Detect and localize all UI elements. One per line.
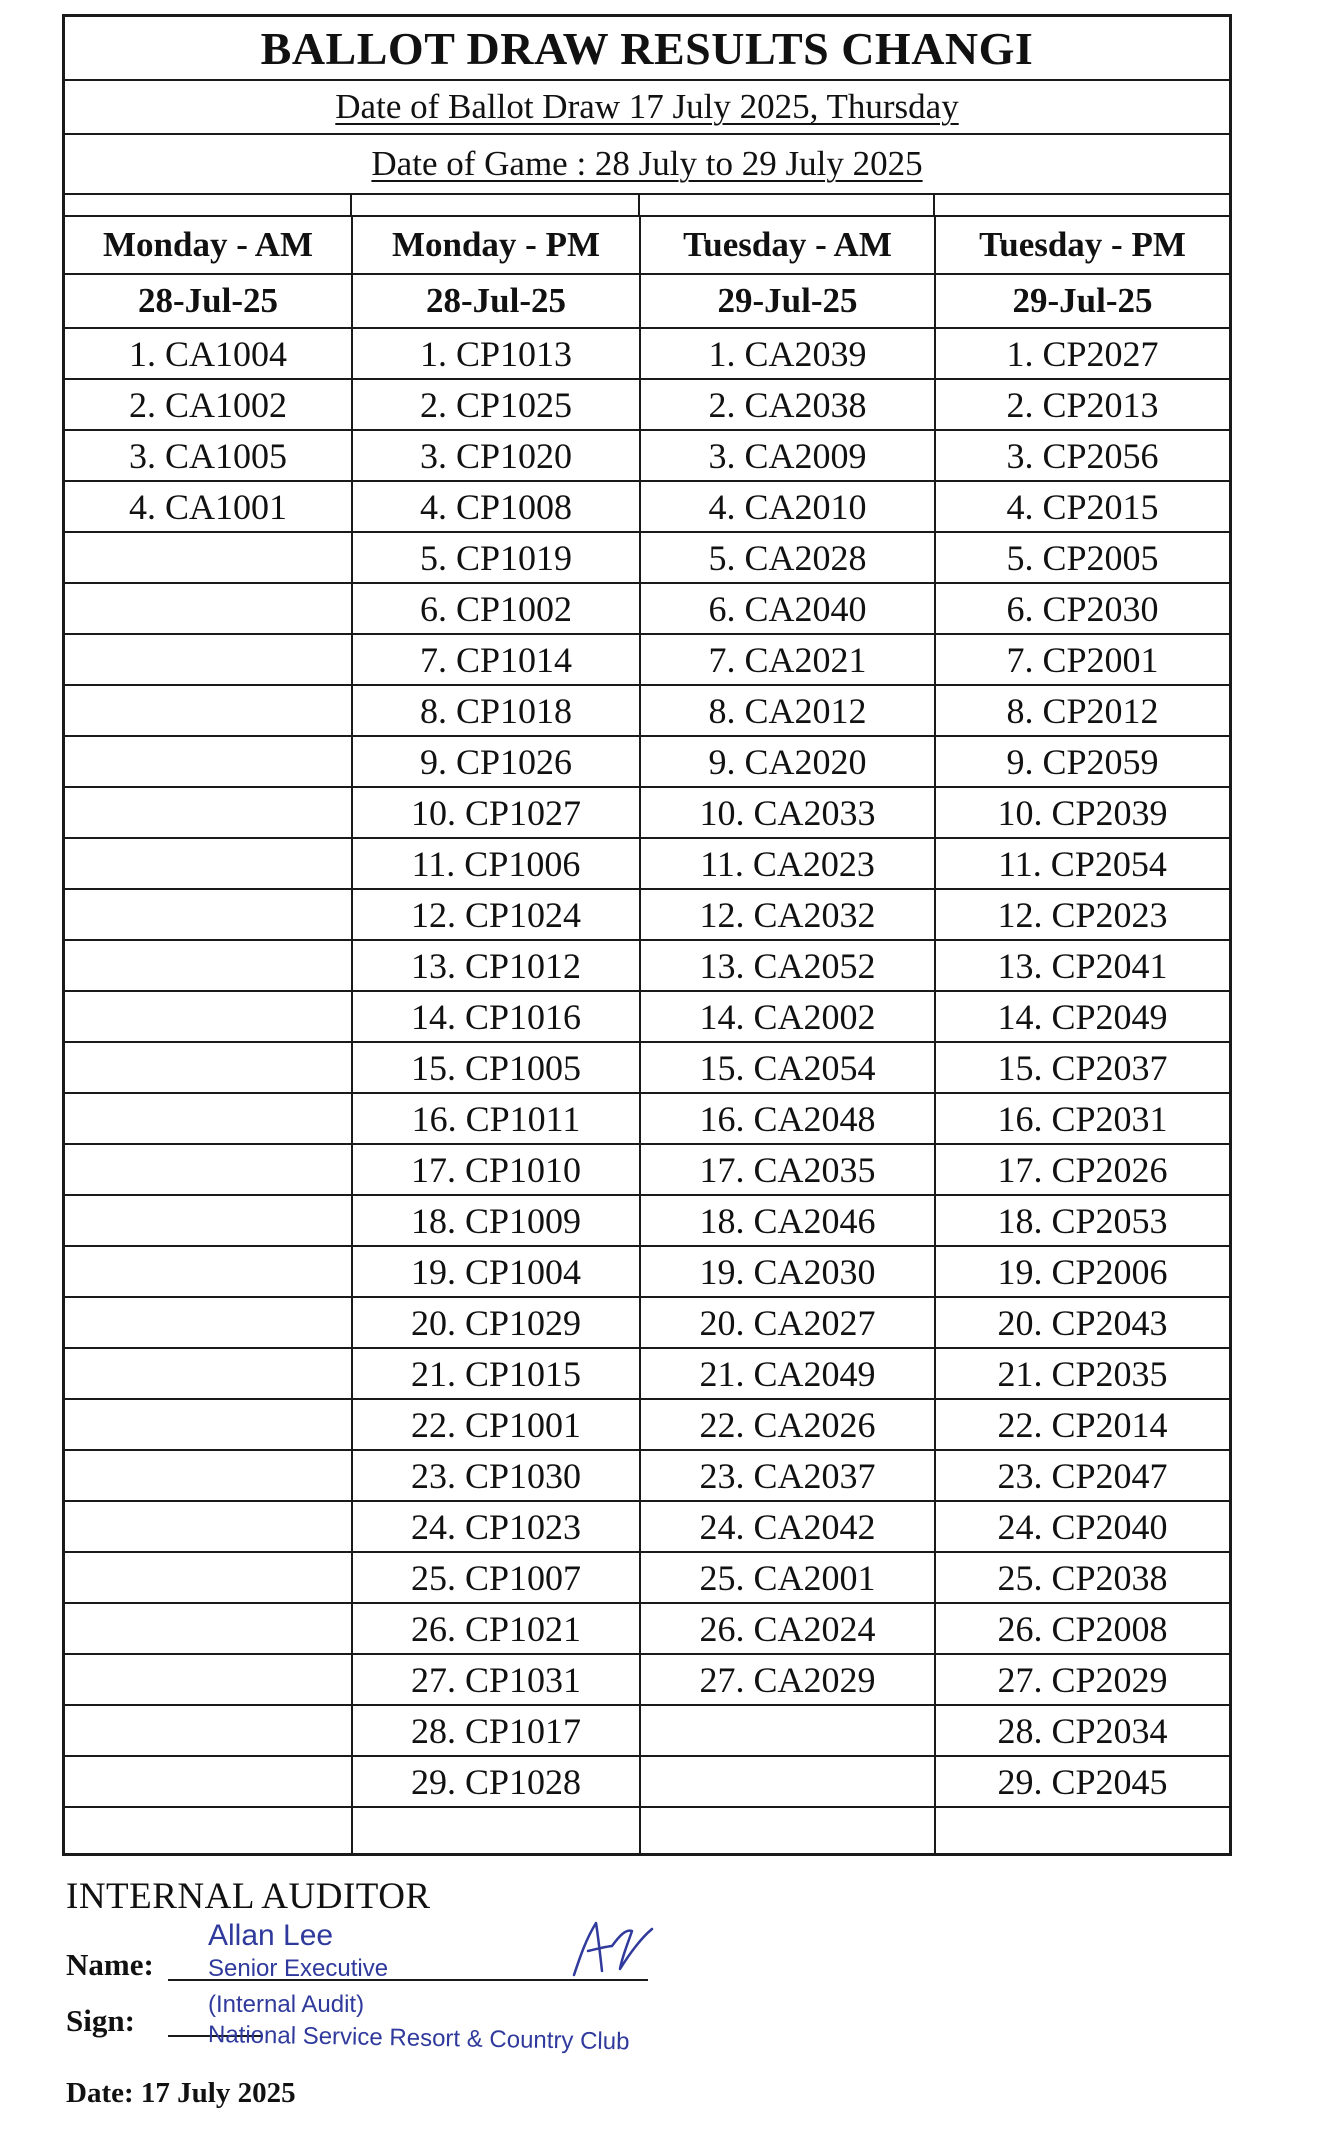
entry-cell	[65, 1144, 352, 1195]
ballot-results-sheet	[62, 14, 1232, 1856]
table-row	[65, 991, 1229, 1042]
session-header: Tuesday - PM	[935, 217, 1229, 274]
entry-cell: 9. CP1026	[352, 736, 640, 787]
entry-cell	[65, 1552, 352, 1603]
entry-cell: 10. CP2039	[935, 787, 1229, 838]
table-row	[65, 1246, 1229, 1297]
session-header: Tuesday - AM	[640, 217, 935, 274]
entry-cell: 14. CP2049	[935, 991, 1229, 1042]
stamp-department: (Internal Audit)	[208, 1991, 365, 2018]
entry-cell: 4. CA2010	[640, 481, 935, 532]
entry-cell: 19. CA2030	[640, 1246, 935, 1297]
entry-cell: 13. CP2041	[935, 940, 1229, 991]
table-row	[65, 940, 1229, 991]
handwritten-signature	[566, 1913, 656, 1983]
entry-cell: 10. CP1027	[352, 787, 640, 838]
ballot-date-row	[65, 81, 1229, 135]
entry-cell: 23. CA2037	[640, 1450, 935, 1501]
entry-cell: 28. CP1017	[352, 1705, 640, 1756]
entry-cell	[65, 1705, 352, 1756]
entry-cell: 8. CP1018	[352, 685, 640, 736]
entry-cell: 23. CP1030	[352, 1450, 640, 1501]
entry-cell: 14. CA2002	[640, 991, 935, 1042]
name-label: Name:	[66, 1947, 154, 1982]
entry-cell	[640, 1756, 935, 1807]
session-header: Monday - AM	[65, 217, 352, 274]
column-spacer-row	[65, 195, 1229, 217]
table-row	[65, 1399, 1229, 1450]
entry-cell: 25. CP1007	[352, 1552, 640, 1603]
entry-cell	[65, 685, 352, 736]
session-date: 29-Jul-25	[640, 274, 935, 328]
table-row	[65, 634, 1229, 685]
entry-cell: 11. CP1006	[352, 838, 640, 889]
entry-cell: 28. CP2034	[935, 1705, 1229, 1756]
table-row	[65, 481, 1229, 532]
table-row	[65, 1093, 1229, 1144]
document-title: BALLOT DRAW RESULTS CHANGI	[260, 22, 1034, 74]
table-row	[65, 1552, 1229, 1603]
session-date: 29-Jul-25	[935, 274, 1229, 328]
entry-cell	[65, 1756, 352, 1807]
session-header-row	[65, 217, 1229, 274]
entry-cell: 6. CP1002	[352, 583, 640, 634]
entry-cell: 27. CP2029	[935, 1654, 1229, 1705]
sign-label: Sign:	[66, 2003, 135, 2038]
entry-cell: 29. CP2045	[935, 1756, 1229, 1807]
table-row	[65, 685, 1229, 736]
entry-cell: 2. CA2038	[640, 379, 935, 430]
entry-cell	[65, 1297, 352, 1348]
entry-cell: 18. CP2053	[935, 1195, 1229, 1246]
entry-cell	[65, 736, 352, 787]
spacer-cell	[640, 195, 935, 215]
entry-cell: 2. CP2013	[935, 379, 1229, 430]
spacer-cell	[935, 195, 1229, 215]
entry-cell	[65, 1501, 352, 1552]
entry-cell: 24. CA2042	[640, 1501, 935, 1552]
entry-cell: 16. CA2048	[640, 1093, 935, 1144]
entry-cell: 12. CP1024	[352, 889, 640, 940]
entry-cell	[65, 1654, 352, 1705]
table-row	[65, 1603, 1229, 1654]
entry-cell: 24. CP1023	[352, 1501, 640, 1552]
table-row	[65, 430, 1229, 481]
game-date-row	[65, 135, 1229, 195]
spacer-cell	[65, 195, 352, 215]
entry-cell: 7. CP2001	[935, 634, 1229, 685]
table-row	[65, 787, 1229, 838]
entry-cell: 15. CA2054	[640, 1042, 935, 1093]
session-header: Monday - PM	[352, 217, 640, 274]
entry-cell: 22. CP2014	[935, 1399, 1229, 1450]
entry-cell: 25. CA2001	[640, 1552, 935, 1603]
entry-cell: 17. CA2035	[640, 1144, 935, 1195]
entry-cell	[65, 1042, 352, 1093]
table-row	[65, 379, 1229, 430]
internal-auditor-block	[66, 1875, 866, 2135]
entry-cell: 27. CP1031	[352, 1654, 640, 1705]
entry-cell: 7. CP1014	[352, 634, 640, 685]
entry-cell	[935, 1807, 1229, 1855]
entry-cell: 18. CP1009	[352, 1195, 640, 1246]
entry-cell: 23. CP2047	[935, 1450, 1229, 1501]
entry-cell: 15. CP1005	[352, 1042, 640, 1093]
entry-cell	[65, 1348, 352, 1399]
entry-cell: 3. CP2056	[935, 430, 1229, 481]
entry-cell	[65, 1603, 352, 1654]
entry-cell: 11. CA2023	[640, 838, 935, 889]
entry-cell	[65, 532, 352, 583]
table-row	[65, 1705, 1229, 1756]
entry-cell: 12. CP2023	[935, 889, 1229, 940]
entry-cell: 7. CA2021	[640, 634, 935, 685]
entry-cell: 4. CA1001	[65, 481, 352, 532]
entry-cell	[640, 1705, 935, 1756]
entry-cell	[65, 838, 352, 889]
auditor-heading: INTERNAL AUDITOR	[66, 1876, 431, 1917]
entry-cell: 25. CP2038	[935, 1552, 1229, 1603]
entry-cell: 5. CP2005	[935, 532, 1229, 583]
table-row	[65, 1348, 1229, 1399]
entry-cell	[352, 1807, 640, 1855]
table-row	[65, 736, 1229, 787]
audit-date: Date: 17 July 2025	[66, 2077, 296, 2109]
table-row	[65, 889, 1229, 940]
entry-cell: 26. CP1021	[352, 1603, 640, 1654]
table-row	[65, 583, 1229, 634]
session-date: 28-Jul-25	[65, 274, 352, 328]
entry-cell	[640, 1807, 935, 1855]
table-row	[65, 1807, 1229, 1855]
entry-cell: 4. CP2015	[935, 481, 1229, 532]
entry-cell: 24. CP2040	[935, 1501, 1229, 1552]
entry-cell: 21. CP1015	[352, 1348, 640, 1399]
table-row	[65, 1195, 1229, 1246]
entry-cell	[65, 1093, 352, 1144]
entry-cell: 11. CP2054	[935, 838, 1229, 889]
entry-cell: 1. CP1013	[352, 328, 640, 379]
entry-cell	[65, 1450, 352, 1501]
game-date-range: Date of Game : 28 July to 29 July 2025	[371, 144, 923, 183]
ballot-draw-table	[65, 217, 1229, 1856]
entry-cell: 21. CP2035	[935, 1348, 1229, 1399]
entry-cell: 26. CP2008	[935, 1603, 1229, 1654]
entry-cell: 3. CA2009	[640, 430, 935, 481]
entry-cell: 22. CA2026	[640, 1399, 935, 1450]
stamp-name: Allan Lee	[208, 1919, 334, 1952]
entry-cell: 3. CA1005	[65, 430, 352, 481]
entry-cell	[65, 991, 352, 1042]
entry-cell	[65, 1807, 352, 1855]
entry-cell	[65, 940, 352, 991]
entry-cell: 29. CP1028	[352, 1756, 640, 1807]
table-row	[65, 1144, 1229, 1195]
entry-cell: 10. CA2033	[640, 787, 935, 838]
entry-cell: 8. CP2012	[935, 685, 1229, 736]
entry-cell	[65, 634, 352, 685]
entry-cell: 21. CA2049	[640, 1348, 935, 1399]
entry-cell	[65, 1246, 352, 1297]
table-row	[65, 1501, 1229, 1552]
entry-cell: 13. CA2052	[640, 940, 935, 991]
entry-cell: 19. CP2006	[935, 1246, 1229, 1297]
entry-cell: 1. CP2027	[935, 328, 1229, 379]
table-row	[65, 1042, 1229, 1093]
table-row	[65, 1450, 1229, 1501]
entry-cell: 1. CA2039	[640, 328, 935, 379]
entry-cell: 5. CA2028	[640, 532, 935, 583]
entry-cell: 17. CP1010	[352, 1144, 640, 1195]
entry-cell: 18. CA2046	[640, 1195, 935, 1246]
entry-cell	[65, 1399, 352, 1450]
entry-cell: 5. CP1019	[352, 532, 640, 583]
session-date: 28-Jul-25	[352, 274, 640, 328]
title-row	[65, 17, 1229, 81]
entry-cell: 2. CP1025	[352, 379, 640, 430]
entry-cell: 4. CP1008	[352, 481, 640, 532]
entry-cell: 22. CP1001	[352, 1399, 640, 1450]
entry-cell: 9. CP2059	[935, 736, 1229, 787]
entry-cell: 12. CA2032	[640, 889, 935, 940]
entry-cell: 16. CP1011	[352, 1093, 640, 1144]
entry-cell: 2. CA1002	[65, 379, 352, 430]
entry-cell: 6. CP2030	[935, 583, 1229, 634]
stamp-organization: National Service Resort & Country Club	[207, 2021, 630, 2056]
entry-cell	[65, 889, 352, 940]
entry-cell: 3. CP1020	[352, 430, 640, 481]
entry-cell: 16. CP2031	[935, 1093, 1229, 1144]
entry-cell: 19. CP1004	[352, 1246, 640, 1297]
date-header-row	[65, 274, 1229, 328]
entry-cell: 26. CA2024	[640, 1603, 935, 1654]
entry-cell: 27. CA2029	[640, 1654, 935, 1705]
table-row	[65, 532, 1229, 583]
entry-cell: 20. CP1029	[352, 1297, 640, 1348]
table-row	[65, 838, 1229, 889]
entry-cell: 15. CP2037	[935, 1042, 1229, 1093]
ballot-draw-date: Date of Ballot Draw 17 July 2025, Thursday	[335, 87, 959, 126]
entry-cell: 8. CA2012	[640, 685, 935, 736]
entry-cell: 1. CA1004	[65, 328, 352, 379]
entry-cell: 20. CA2027	[640, 1297, 935, 1348]
entry-cell	[65, 787, 352, 838]
entry-cell: 6. CA2040	[640, 583, 935, 634]
spacer-cell	[352, 195, 640, 215]
table-row	[65, 1756, 1229, 1807]
entry-cell: 17. CP2026	[935, 1144, 1229, 1195]
entry-cell: 20. CP2043	[935, 1297, 1229, 1348]
entry-cell: 9. CA2020	[640, 736, 935, 787]
table-row	[65, 1297, 1229, 1348]
stamp-title: Senior Executive	[208, 1955, 389, 1982]
table-row	[65, 328, 1229, 379]
entry-cell	[65, 1195, 352, 1246]
draw-entries	[65, 328, 1229, 1855]
table-row	[65, 1654, 1229, 1705]
entry-cell	[65, 583, 352, 634]
entry-cell: 13. CP1012	[352, 940, 640, 991]
entry-cell: 14. CP1016	[352, 991, 640, 1042]
